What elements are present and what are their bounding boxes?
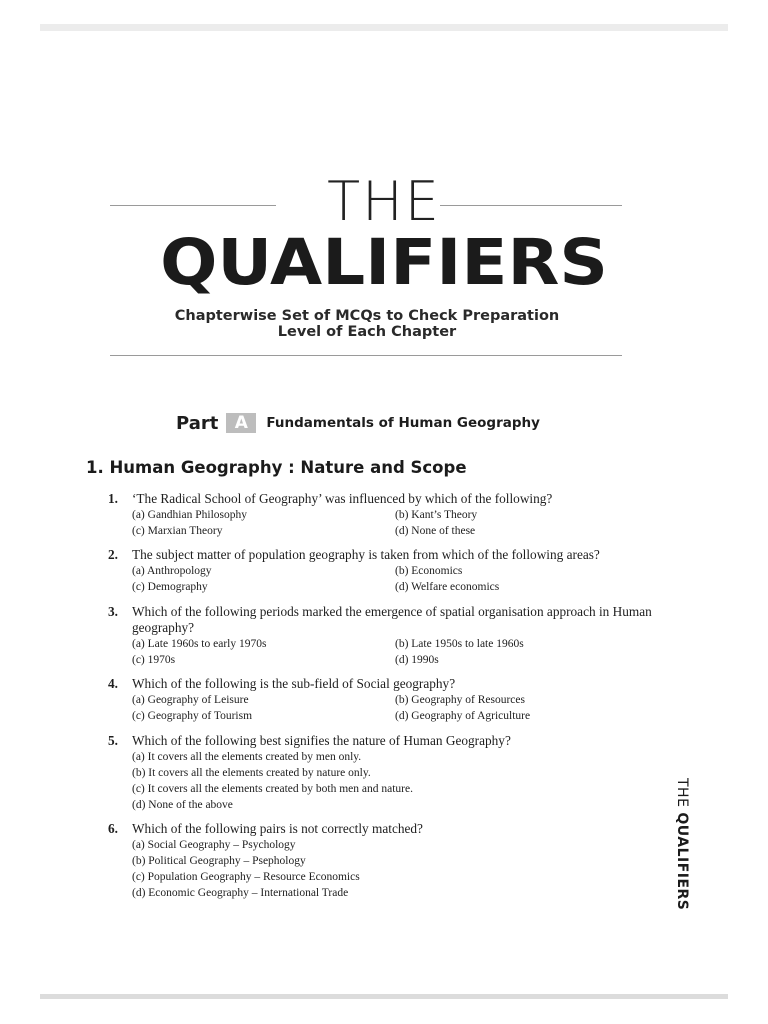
- title-the: THE: [327, 170, 441, 233]
- question-number: 1.: [108, 491, 118, 506]
- question-text: Which of the following best signifies the nature of Human Geography?: [132, 733, 511, 748]
- option-c: (c) It covers all the elements created by both men and nature.: [132, 783, 413, 795]
- options-grid: [108, 636, 668, 668]
- side-label-qualifiers: QUALIFIERS: [674, 812, 690, 911]
- option-b: (b) Geography of Resources: [395, 694, 525, 706]
- part-title: Fundamentals of Human Geography: [266, 415, 540, 431]
- option-c: (c) Geography of Tourism: [132, 710, 253, 722]
- option-a: (a) Anthropology: [132, 565, 212, 577]
- option-c: (c) 1970s: [132, 654, 176, 666]
- question-6: [108, 821, 668, 901]
- option-b: (b) Late 1950s to late 1960s: [395, 638, 524, 650]
- title-qualifiers: QUALIFIERS: [160, 226, 608, 299]
- option-a: (a) Late 1960s to early 1970s: [132, 638, 267, 650]
- question-text: The subject matter of population geography is taken from which of the following areas?: [132, 547, 600, 562]
- question-4: [108, 676, 668, 724]
- question-5: [108, 733, 668, 813]
- option-b: (b) Economics: [395, 565, 463, 577]
- option-a: (a) Social Geography – Psychology: [132, 839, 296, 851]
- question-text: Which of the following periods marked the emergence of spatial organisation approach in Human geography?: [132, 604, 652, 635]
- option-c: (c) Demography: [132, 581, 208, 593]
- option-c: (c) Marxian Theory: [132, 525, 223, 537]
- options-list: [108, 837, 668, 901]
- question-number: 2.: [108, 547, 118, 562]
- question-1: [108, 491, 668, 539]
- title-rule-bottom: [110, 355, 622, 356]
- option-b: (b) Political Geography – Psephology: [132, 855, 306, 867]
- option-d: (d) Economic Geography – International Trade: [132, 887, 349, 899]
- options-grid: [108, 692, 668, 724]
- question-number: 4.: [108, 676, 118, 691]
- part-heading: [176, 409, 540, 437]
- side-label: [668, 778, 690, 920]
- option-a: (a) It covers all the elements created by men only.: [132, 751, 362, 763]
- option-b: (b) It covers all the elements created by nature only.: [132, 767, 371, 779]
- question-text: ‘The Radical School of Geography’ was influenced by which of the following?: [132, 491, 553, 506]
- subtitle-line-1: Chapterwise Set of MCQs to Check Preparation: [174, 308, 560, 324]
- option-b: (b) Kant’s Theory: [395, 509, 478, 521]
- part-letter-badge: A: [226, 413, 256, 433]
- part-word: Part: [176, 412, 219, 434]
- question-text: Which of the following pairs is not correctly matched?: [132, 821, 423, 836]
- option-d: (d) Geography of Agriculture: [395, 710, 531, 722]
- option-d: (d) 1990s: [395, 654, 439, 666]
- option-d: (d) Welfare economics: [395, 581, 500, 593]
- question-number: 6.: [108, 821, 118, 836]
- side-label-the: THE: [674, 778, 690, 808]
- question-3: [108, 604, 668, 668]
- options-grid: [108, 563, 668, 595]
- subtitle-line-2: Level of Each Chapter: [277, 324, 457, 340]
- options-list: [108, 749, 668, 813]
- page-top-edge: [40, 24, 728, 31]
- option-c: (c) Population Geography – Resource Economics: [132, 871, 360, 883]
- chapter-title: 1. Human Geography : Nature and Scope: [86, 458, 467, 477]
- question-number: 3.: [108, 604, 118, 619]
- subtitle: [0, 308, 734, 340]
- option-d: (d) None of these: [395, 525, 476, 537]
- option-a: (a) Gandhian Philosophy: [132, 509, 247, 521]
- options-grid: [108, 507, 668, 539]
- page-bottom-edge: [40, 994, 728, 999]
- question-number: 5.: [108, 733, 118, 748]
- option-d: (d) None of the above: [132, 799, 233, 811]
- question-text: Which of the following is the sub-field of Social geography?: [132, 676, 456, 691]
- option-a: (a) Geography of Leisure: [132, 694, 249, 706]
- question-2: [108, 547, 668, 595]
